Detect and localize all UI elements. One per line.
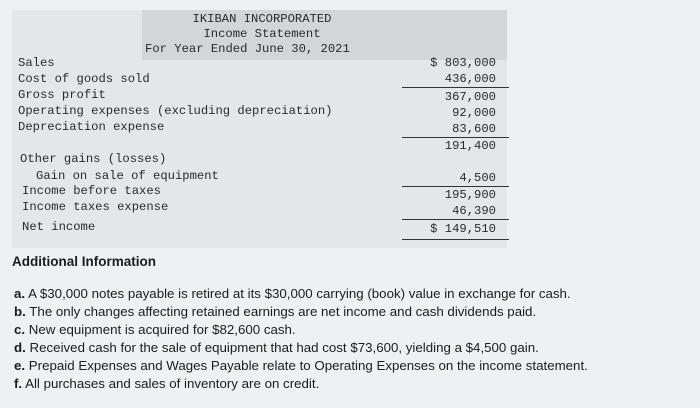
- subtotal-rule: [402, 137, 509, 138]
- list-item: [14, 357, 694, 375]
- label-operating-expenses: Operating expenses (excluding depreciation): [18, 104, 333, 118]
- total-rule: [402, 239, 509, 240]
- amount-operating-income: 191,400: [444, 139, 496, 153]
- income-statement: [12, 10, 507, 248]
- subtotal-rule: [402, 186, 509, 187]
- amount-gain-on-sale: 4,500: [459, 171, 496, 185]
- amount-income-before-taxes: 195,900: [444, 188, 496, 202]
- amount-income-taxes: 46,390: [452, 204, 496, 218]
- item-text: New equipment is acquired for $82,600 cash.: [28, 322, 296, 337]
- label-gross-profit: Gross profit: [18, 88, 106, 102]
- item-text: A $30,000 notes payable is retired at its $30,000 carrying (book) value in exchange for cash.: [28, 286, 571, 301]
- label-other-gains: Other gains (losses): [20, 152, 167, 166]
- subtotal-rule: [402, 87, 509, 88]
- item-text: Prepaid Expenses and Wages Payable relate to Operating Expenses on the income statement.: [28, 358, 588, 373]
- label-sales: Sales: [18, 56, 55, 70]
- statement-title: Income Statement: [203, 27, 321, 41]
- subtotal-rule: [402, 219, 509, 220]
- amount-cogs: 436,000: [444, 72, 496, 86]
- label-cogs: Cost of goods sold: [18, 72, 150, 86]
- item-letter: f.: [14, 376, 23, 391]
- item-letter: b.: [14, 304, 26, 319]
- amount-depreciation: 83,600: [452, 122, 496, 136]
- item-letter: e.: [14, 358, 26, 373]
- item-letter: d.: [14, 340, 26, 355]
- item-letter: a.: [14, 286, 26, 301]
- list-item: [14, 321, 694, 339]
- amount-net-income: $ 149,510: [430, 222, 496, 236]
- amount-sales: $ 803,000: [430, 56, 496, 70]
- additional-info-list: [14, 285, 694, 393]
- label-depreciation: Depreciation expense: [18, 120, 165, 134]
- label-income-before-taxes: Income before taxes: [22, 184, 161, 198]
- additional-info-heading: Additional Information: [12, 254, 156, 269]
- item-text: The only changes affecting retained earnings are net income and cash dividends paid.: [29, 304, 537, 319]
- list-item: [14, 339, 694, 357]
- label-income-taxes: Income taxes expense: [22, 200, 169, 214]
- list-item: [14, 303, 694, 321]
- statement-period: For Year Ended June 30, 2021: [145, 42, 350, 56]
- item-text: All purchases and sales of inventory are on credit.: [25, 376, 320, 391]
- item-text: Received cash for the sale of equipment that had cost $73,600, yielding a $4,500 gain.: [29, 340, 539, 355]
- list-item: [14, 285, 694, 303]
- list-item: [14, 375, 694, 393]
- amount-operating-expenses: 92,000: [452, 106, 496, 120]
- item-letter: c.: [14, 322, 26, 337]
- label-gain-on-sale: Gain on sale of equipment: [36, 169, 219, 183]
- company-name: IKIBAN INCORPORATED: [192, 12, 332, 26]
- label-net-income: Net income: [22, 220, 96, 234]
- amount-gross-profit: 367,000: [444, 90, 496, 104]
